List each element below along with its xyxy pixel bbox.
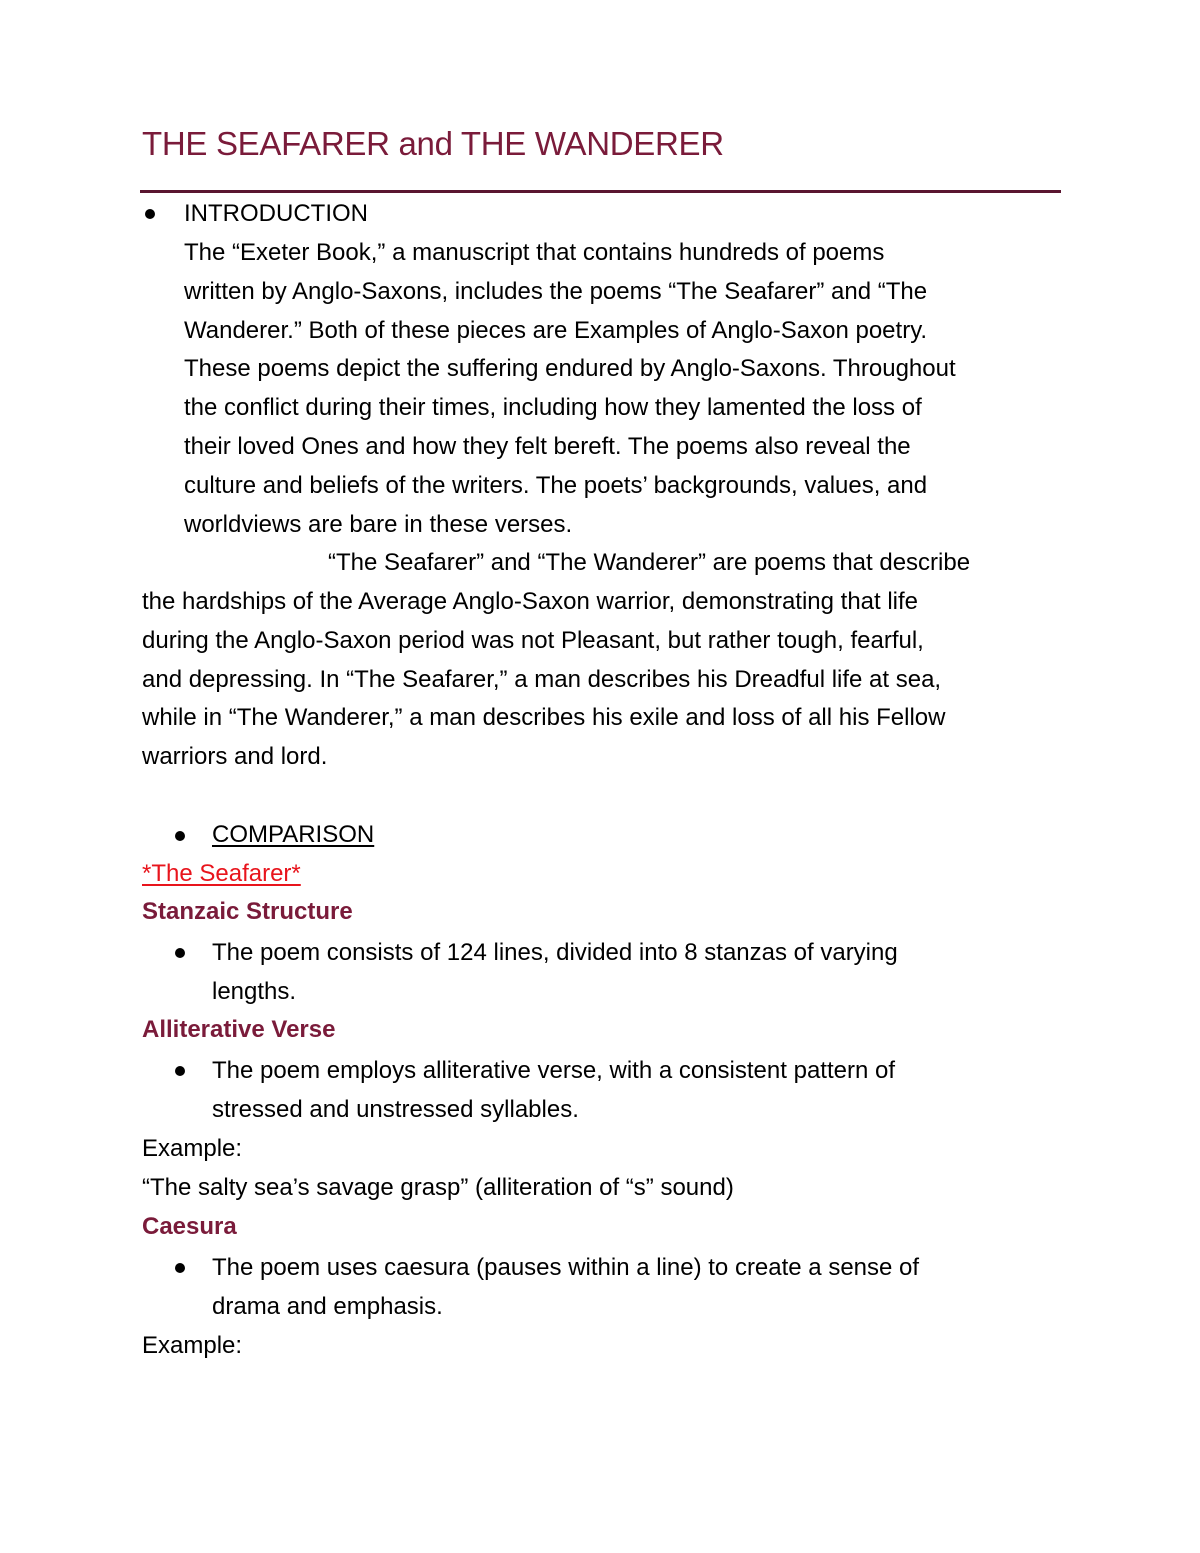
bullet-icon bbox=[175, 1263, 185, 1273]
paragraph-line: Wanderer.” Both of these pieces are Examples of Anglo-Saxon poetry. bbox=[184, 316, 928, 344]
section-heading: Alliterative Verse bbox=[142, 1016, 336, 1043]
paragraph-line: and depressing. In “The Seafarer,” a man describes his Dreadful life at sea, bbox=[142, 665, 942, 693]
title-divider bbox=[140, 190, 1061, 193]
paragraph-line: while in “The Wanderer,” a man describes his exile and loss of all his Fellow bbox=[142, 704, 946, 732]
bullet-icon bbox=[175, 831, 185, 841]
paragraph-line: warriors and lord. bbox=[142, 743, 328, 771]
bullet-icon bbox=[145, 209, 155, 219]
poem-subtitle: *The Seafarer* bbox=[142, 860, 301, 887]
section-label-introduction: INTRODUCTION bbox=[184, 200, 368, 227]
paragraph-line: the hardships of the Average Anglo-Saxon warrior, demonstrating that life bbox=[142, 588, 919, 615]
paragraph-line: worldviews are bare in these verses. bbox=[184, 510, 573, 538]
paragraph-line: The poem consists of 124 lines, divided into 8 stanzas of varying bbox=[212, 939, 898, 966]
paragraph-line: their loved Ones and how they felt bereft. The poems also reveal the bbox=[184, 432, 911, 460]
paragraph-line: the conflict during their times, including how they lamented the loss of bbox=[184, 394, 922, 422]
bullet-text bbox=[212, 934, 898, 1012]
document-title: THE SEAFARER and THE WANDERER bbox=[142, 125, 724, 162]
paragraph-line: drama and emphasis. bbox=[212, 1292, 443, 1320]
paragraph-line: during the Anglo-Saxon period was not Pleasant, but rather tough, fearful, bbox=[142, 626, 924, 654]
section-heading: Caesura bbox=[142, 1213, 237, 1240]
paragraph-line: The poem employs alliterative verse, with a consistent pattern of bbox=[212, 1057, 895, 1084]
paragraph-line: These poems depict the suffering endured by Anglo-Saxons. Throughout bbox=[184, 355, 956, 383]
paragraph-line: written by Anglo-Saxons, includes the poems “The Seafarer” and “The bbox=[184, 277, 928, 305]
bullet-icon bbox=[175, 948, 185, 958]
example-text: “The salty sea’s savage grasp” (alliteration of “s” sound) bbox=[142, 1174, 734, 1201]
introduction-paragraph bbox=[184, 234, 956, 544]
paragraph-line: stressed and unstressed syllables. bbox=[212, 1095, 579, 1123]
bullet-icon bbox=[175, 1066, 185, 1076]
section-label-comparison: COMPARISON bbox=[212, 821, 375, 848]
paragraph-line: lengths. bbox=[212, 977, 297, 1005]
section-heading: Stanzaic Structure bbox=[142, 898, 353, 925]
paragraph-line: The poem uses caesura (pauses within a line) to create a sense of bbox=[212, 1254, 920, 1281]
bullet-text bbox=[212, 1052, 895, 1130]
example-label: Example: bbox=[142, 1135, 243, 1162]
paragraph-line: culture and beliefs of the writers. The poets’ backgrounds, values, and bbox=[184, 471, 928, 499]
example-label: Example: bbox=[142, 1332, 243, 1359]
bullet-text bbox=[212, 1249, 919, 1327]
body-paragraph-first-line: “The Seafarer” and “The Wanderer” are poems that describe bbox=[328, 549, 971, 576]
paragraph-line: The “Exeter Book,” a manuscript that contains hundreds of poems bbox=[184, 239, 885, 266]
body-paragraph bbox=[142, 583, 945, 777]
